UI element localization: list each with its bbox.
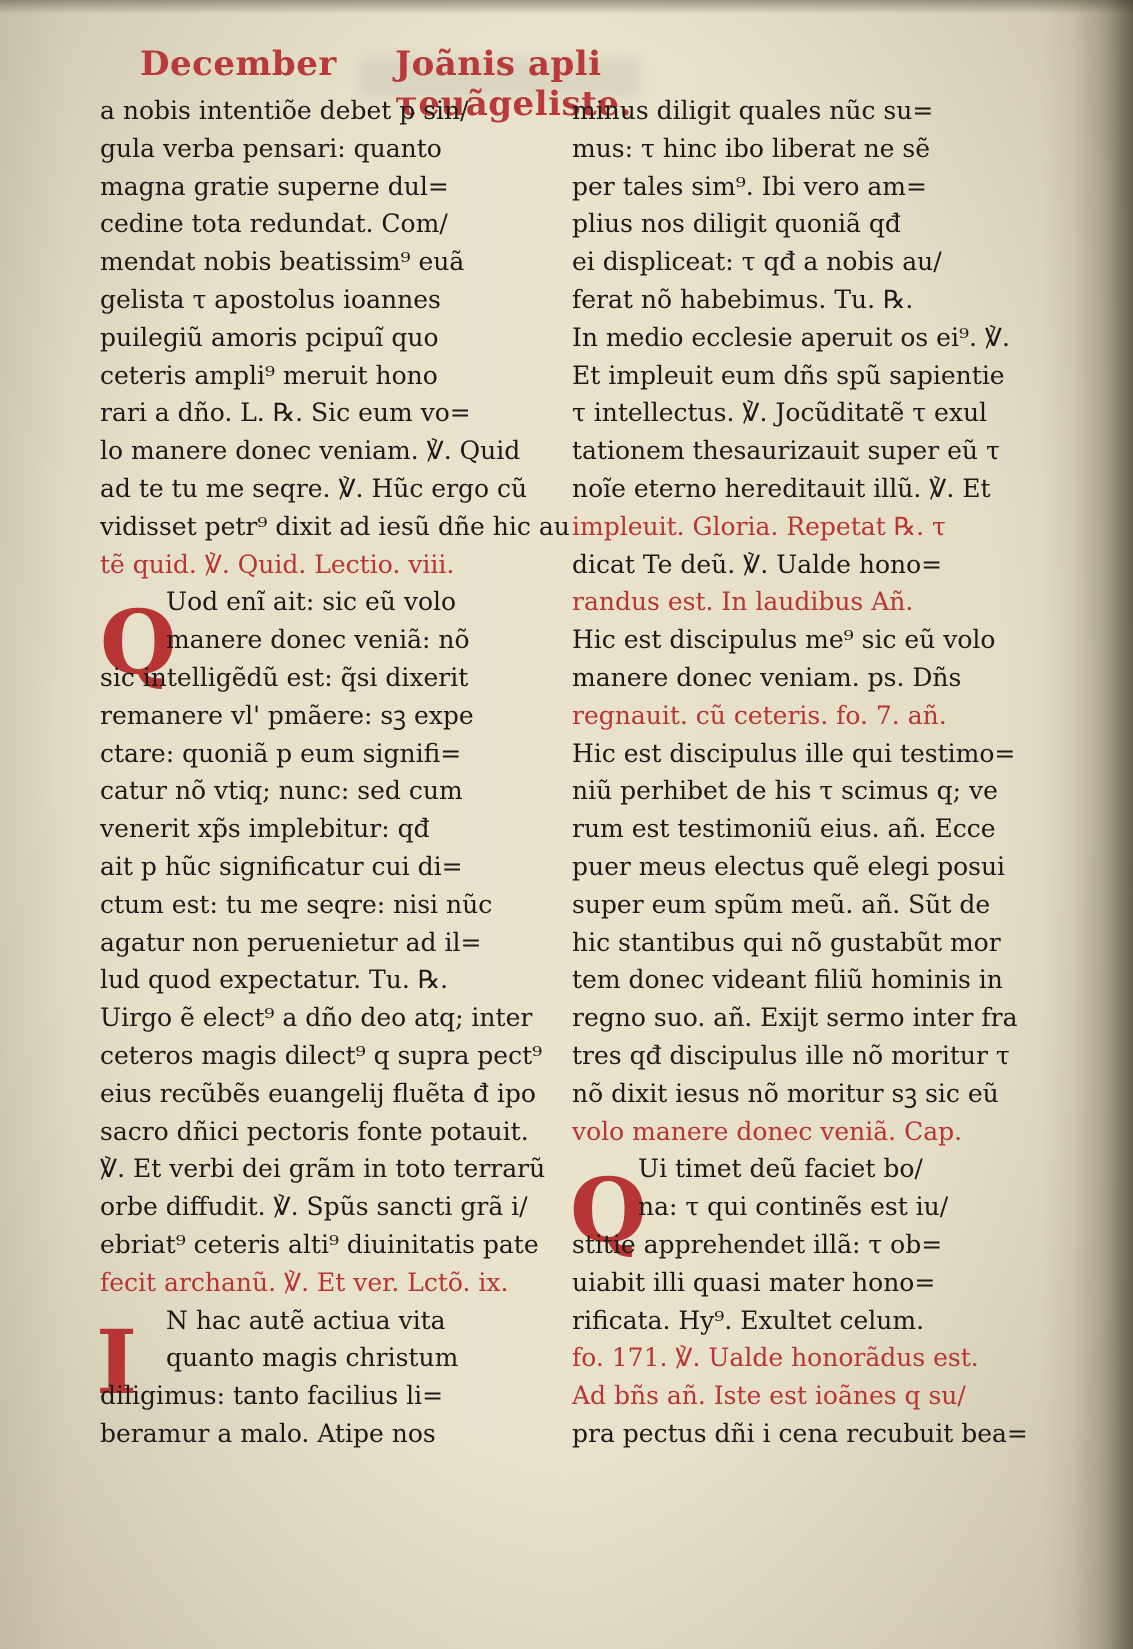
text-line: ferat nõ habebimus. Tu. ℞. xyxy=(572,284,914,314)
text-line: In medio ecclesie aperuit os ei⁹. ℣. xyxy=(572,322,1010,352)
running-head-month: December xyxy=(140,44,337,84)
text-line-rubric: volo manere donec veniã. Cap. xyxy=(572,1116,963,1146)
binding-shadow xyxy=(1073,0,1133,1649)
text-line: ctum est: tu me seqre: nisi nũc xyxy=(100,889,493,919)
text-line: noĩe eterno hereditauit illũ. ℣. Et xyxy=(572,473,991,503)
text-line: puilegiũ amoris pcipuĩ quo xyxy=(100,322,439,352)
text-line: na: τ qui continẽs est iu/ xyxy=(638,1192,949,1222)
text-line: hic stantibus qui nõ gustabũt mor xyxy=(572,927,1001,957)
text-line: a nobis intentiõe debet p sin/ xyxy=(100,96,469,125)
text-line: niũ perhibet de his τ scimus q; ve xyxy=(572,776,998,806)
text-line: vidisset petr⁹ dixit ad iesũ dñe hic au xyxy=(100,511,570,541)
text-line: gelista τ apostolus ioannes xyxy=(100,284,441,314)
text-line: magna gratie superne dul= xyxy=(100,171,449,201)
text-line: ctare: quoniã p eum signifi= xyxy=(100,738,462,768)
text-line: Hic est discipulus ille qui testimo= xyxy=(572,738,1016,768)
text-line: ait p hũc significatur cui di= xyxy=(100,851,463,881)
text-line: venerit xp̃s implebitur: qđ xyxy=(100,814,430,844)
text-line: remanere vl' pmãere: sꝫ expe xyxy=(100,700,474,730)
text-line-rubric: fecit archanũ. ℣. Et ver. Lctõ. ix. xyxy=(100,1267,509,1297)
text-column-right xyxy=(572,92,1028,1453)
text-line: Et impleuit eum dñs spũ sapientie xyxy=(572,360,1005,390)
text-line: mendat nobis beatissim⁹ euã xyxy=(100,247,465,277)
text-line: puer meus electus quẽ elegi posui xyxy=(572,851,1006,881)
text-line: lud quod expectatur. Tu. ℞. xyxy=(100,965,449,995)
initial-q-right: Q xyxy=(570,1158,647,1262)
text-line: rum est testimoniũ eius. añ. Ecce xyxy=(572,814,996,844)
text-line-rubric: impleuit. Gloria. Repetat ℞. τ xyxy=(572,511,946,541)
text-line: super eum spũm meũ. añ. Sũt de xyxy=(572,889,991,919)
text-line: ceteros magis dilect⁹ q supra pect⁹ xyxy=(100,1040,543,1070)
text-column-left xyxy=(100,92,570,1453)
text-line: nõ dixit iesus nõ moritur sꝫ sic eũ xyxy=(572,1078,999,1108)
text-line-rubric: regnauit. cũ ceteris. fo. 7. añ. xyxy=(572,700,947,730)
text-line: rari a dño. L. ℞. Sic eum vo= xyxy=(100,398,471,428)
running-head-feast: Joãnis apli τeuãgeliste. xyxy=(395,44,632,124)
text-line: Uod enĩ ait: sic eũ volo xyxy=(166,587,457,617)
text-line: catur nõ vtiq; nunc: sed cum xyxy=(100,776,463,806)
text-line: stitie apprehendet illã: τ ob= xyxy=(572,1229,943,1259)
text-line: plius nos diligit quoniã qđ xyxy=(572,209,901,239)
text-line: agatur non peruenietur ad il= xyxy=(100,927,482,957)
text-line: manere donec veniã: nõ xyxy=(166,625,470,655)
text-line: eius recũbẽs euangelij fluẽta đ ipo xyxy=(100,1078,536,1108)
text-line: pra pectus dñi i cena recubuit bea= xyxy=(572,1418,1028,1448)
text-line: beramur a malo. Atipe nos xyxy=(100,1418,436,1448)
text-line: N hac autẽ actiua vita xyxy=(166,1305,446,1335)
text-line: dicat Te deũ. ℣. Ualde hono= xyxy=(572,549,943,579)
text-line: gula verba pensari: quanto xyxy=(100,133,442,163)
text-line-rubric: tẽ quid. ℣. Quid. Lectio. viii. xyxy=(100,549,455,579)
text-line: ebriat⁹ ceteris alti⁹ diuinitatis pate xyxy=(100,1229,539,1259)
text-line: per tales sim⁹. Ibi vero am= xyxy=(572,171,927,201)
text-line: minus diligit quales nũc su= xyxy=(572,96,934,125)
text-line: τ intellectus. ℣. Jocũditatẽ τ exul xyxy=(572,398,988,428)
text-line: tationem thesaurizauit super eũ τ xyxy=(572,436,1000,466)
text-line: orbe diffudit. ℣. Spũs sancti grã i/ xyxy=(100,1192,528,1222)
text-line: rificata. Hy⁹. Exultet celum. xyxy=(572,1305,925,1335)
text-line-rubric: fo. 171. ℣. Ualde honorãdus est. xyxy=(572,1343,979,1373)
text-line: Ui timet deũ faciet bo/ xyxy=(638,1154,923,1184)
text-line: Hic est discipulus me⁹ sic eũ volo xyxy=(572,625,996,655)
text-line: tem donec videant filiũ hominis in xyxy=(572,965,1003,995)
text-line: tres qđ discipulus ille nõ moritur τ xyxy=(572,1040,1010,1070)
text-line: diligimus: tanto facilius li= xyxy=(100,1381,444,1411)
text-line: uiabit illi quasi mater hono= xyxy=(572,1267,936,1297)
text-line: ceteris ampli⁹ meruit hono xyxy=(100,360,438,390)
text-line-rubric: Ad bñs añ. Iste est ioãnes q su/ xyxy=(572,1381,966,1411)
text-line-rubric: randus est. In laudibus Añ. xyxy=(572,587,914,617)
text-line: quanto magis christum xyxy=(166,1343,459,1373)
initial-i-left: I xyxy=(96,1310,138,1414)
text-line: ℣. Et verbi dei grãm in toto terrarũ xyxy=(100,1154,546,1184)
text-line: ei displiceat: τ qđ a nobis au/ xyxy=(572,247,942,277)
text-line: sacro dñici pectoris fonte potauit. xyxy=(100,1116,529,1146)
initial-q-left: Q xyxy=(100,590,177,694)
text-line: mus: τ hinc ibo liberat ne sẽ xyxy=(572,133,931,163)
text-line: ad te tu me seqre. ℣. Hũc ergo cũ xyxy=(100,473,528,503)
text-line: regno suo. añ. Exijt sermo inter fra xyxy=(572,1003,1018,1033)
text-line: Uirgo ẽ elect⁹ a dño deo atq; inter xyxy=(100,1003,533,1033)
text-line: cedine tota redundat. Com/ xyxy=(100,209,448,239)
text-line: lo manere donec veniam. ℣. Quid xyxy=(100,436,521,466)
page-top-edge xyxy=(0,0,1133,14)
text-line: manere donec veniam. ps. Dñs xyxy=(572,662,962,692)
text-line: sic intelligẽdũ est: q̃si dixerit xyxy=(100,662,469,692)
